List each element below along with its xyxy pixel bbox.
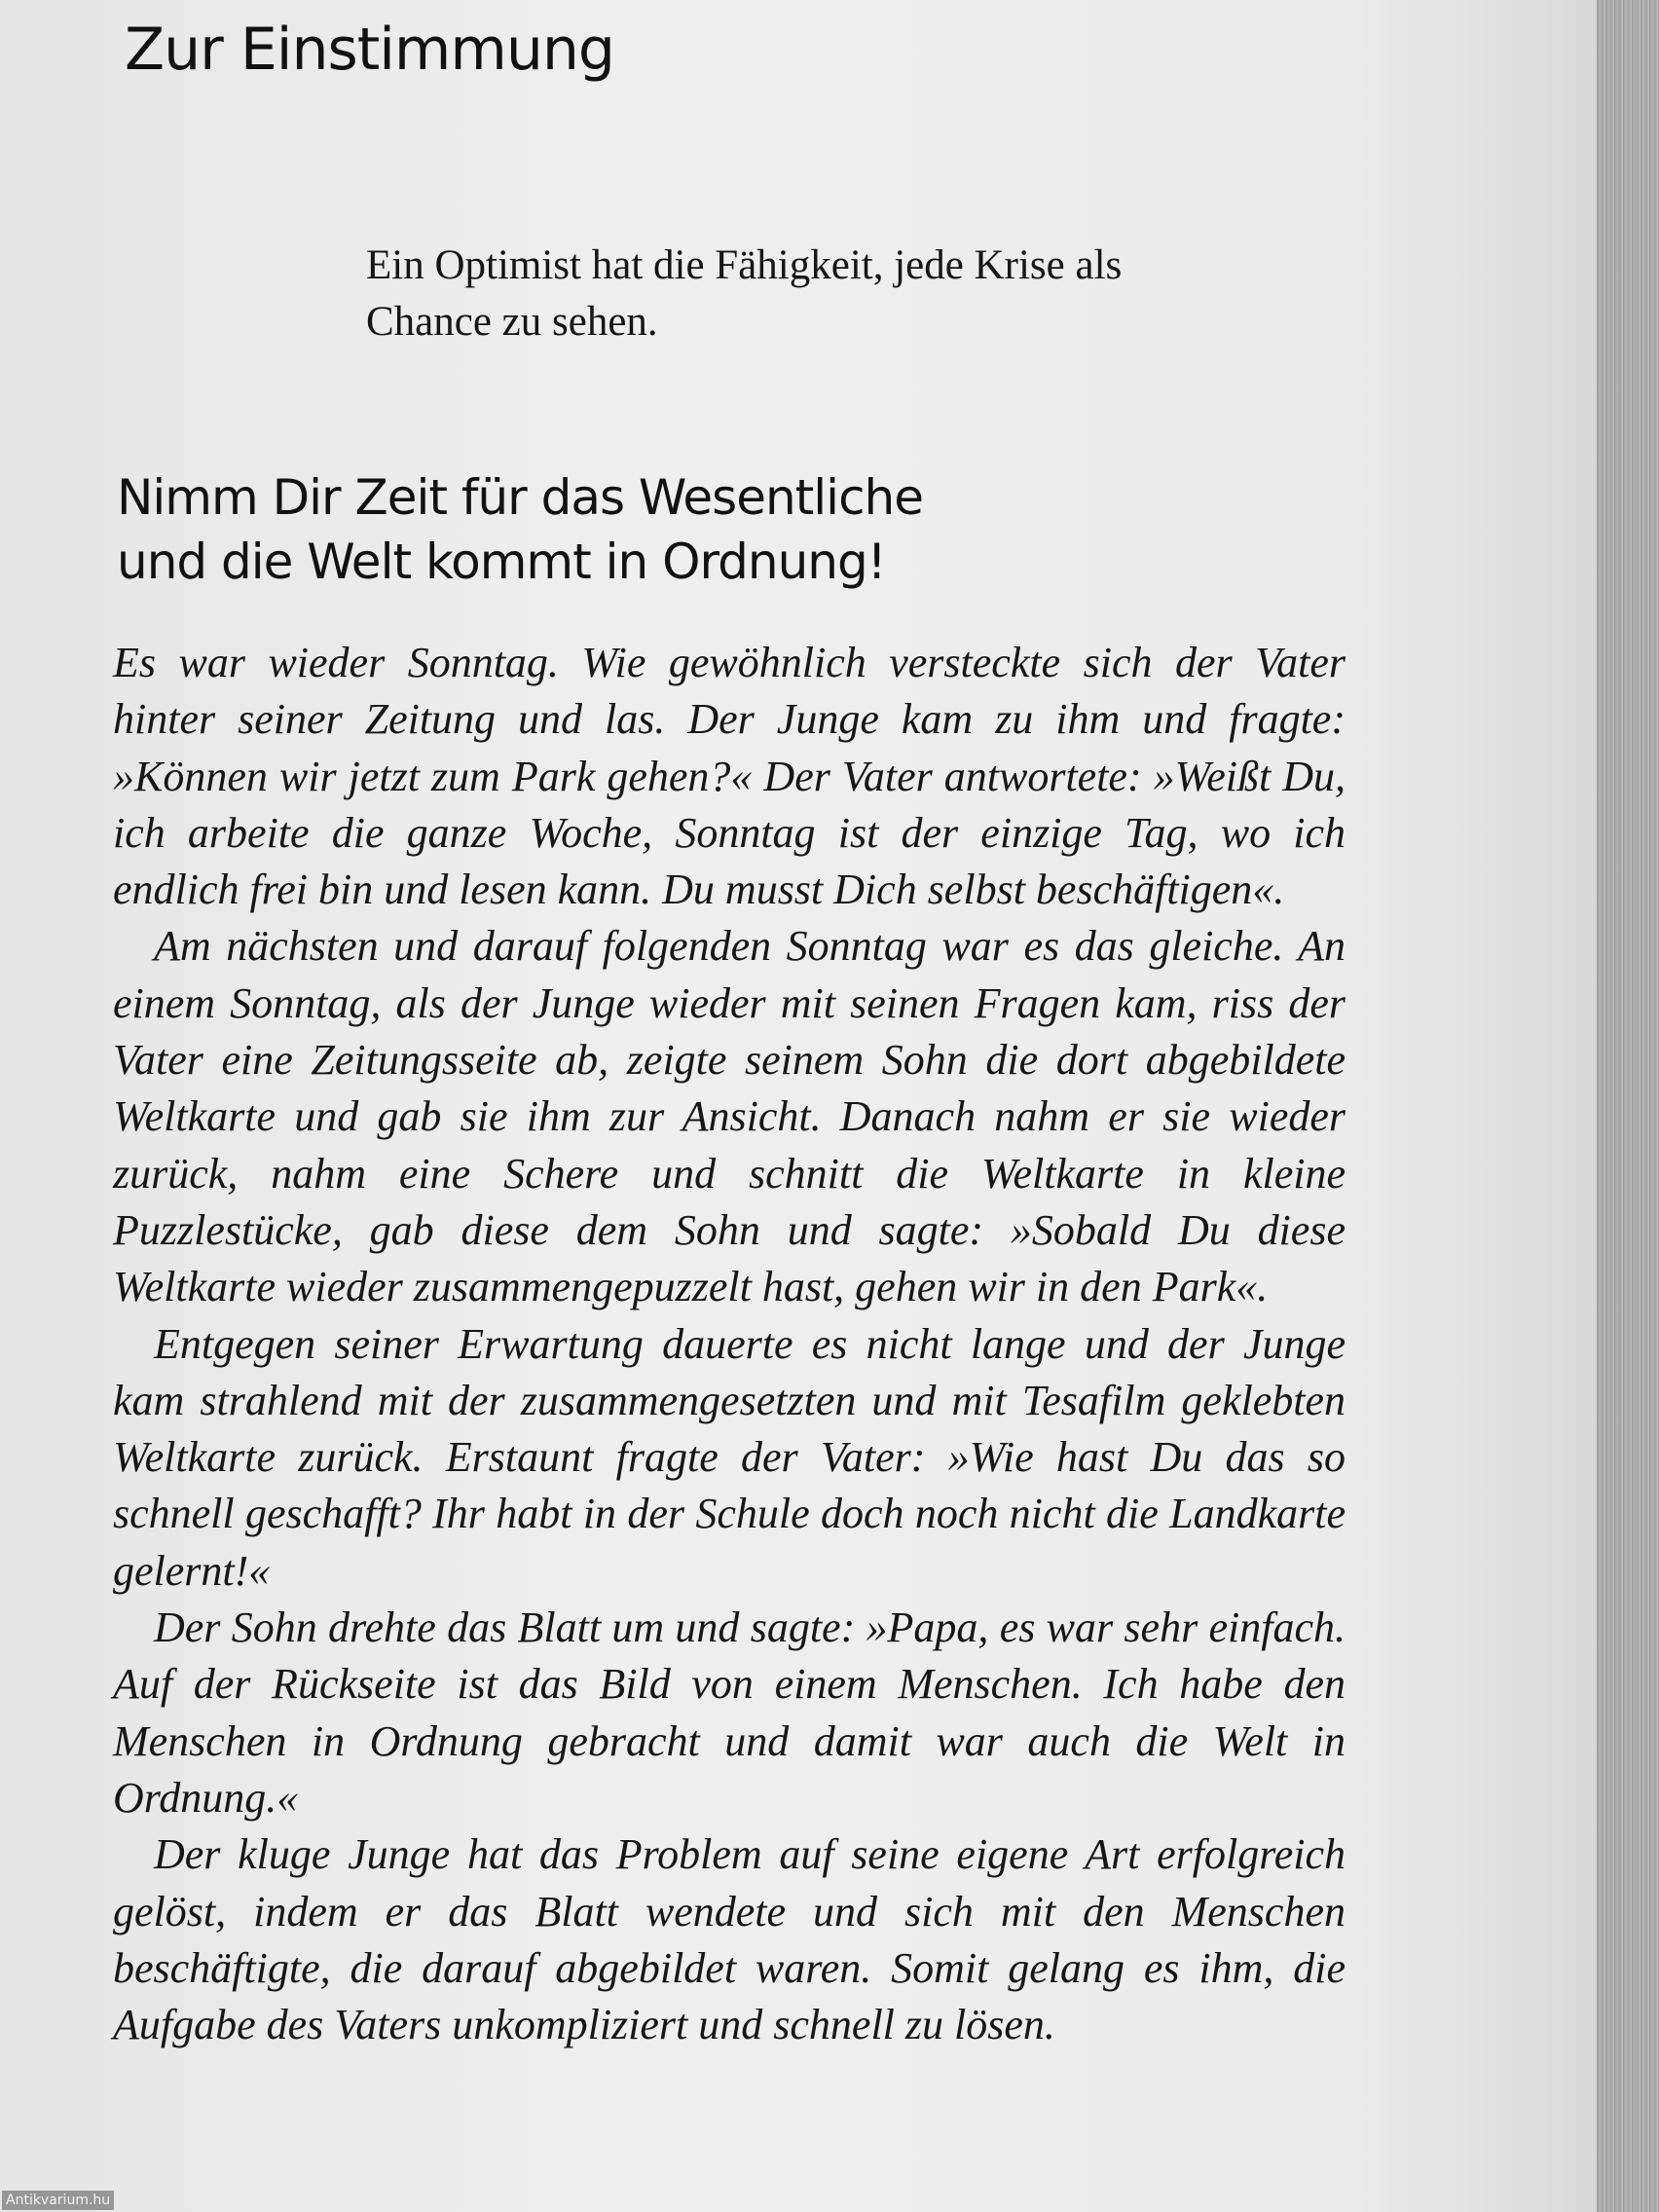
watermark: Antikvarium.hu: [2, 2191, 114, 2210]
chapter-title: Zur Einstimmung: [125, 16, 614, 84]
story-paragraph-2: Am nächsten und darauf folgenden Sonntag war es das gleiche. An einem Sonntag, als der Junge wieder mit seinen Fragen kam, riss der Vater eine Zeitungsseite ab, zeigte seinem Sohn die dort abgebildete Weltkarte und gab sie ihm zur Ansicht. Danach nahm er sie wieder zurück, nahm eine Schere und schnitt die Weltkarte in kleine Puzzlestücke, gab diese dem Sohn und sagte: »Sobald Du diese Weltkarte wieder zusammengepuzzelt hast, gehen wir in den Park«.: [113, 922, 1346, 1311]
story-text: [113, 635, 1346, 2053]
story-paragraph-5: Der kluge Junge hat das Problem auf seine eigene Art erfolgreich gelöst, indem er das Blatt wendete und sich mit den Menschen beschäftigte, die darauf abgebildet waren. Somit gelang es ihm, die Aufgabe des Vaters unkompliziert und schnell zu lösen.: [113, 1830, 1346, 2049]
section-heading-line-2: und die Welt kommt in Ordnung!: [117, 534, 886, 590]
section-heading-line-1: Nimm Dir Zeit für das Wesentliche: [117, 469, 924, 526]
story-paragraph-3: Entgegen seiner Erwartung dauerte es nicht lange und der Junge kam strahlend mit der zusammengesetzten und mit Tesafilm geklebten Weltkarte zurück. Erstaunt fragte der Vater: »Wie hast Du das so schnell geschafft? Ihr habt in der Schule doch noch nicht die Landkarte gelernt!«: [113, 1319, 1346, 1595]
section-heading: [117, 465, 1188, 594]
book-page-edge: [1597, 0, 1659, 2212]
story-paragraph-4: Der Sohn drehte das Blatt um und sagte: »Papa, es war sehr einfach. Auf der Rückseite ist das Bild von einem Menschen. Ich habe den Menschen in Ordnung gebracht und damit war auch die Welt in Ordnung.«: [113, 1604, 1346, 1822]
motto-quote: Ein Optimist hat die Fähigkeit, jede Krise als Chance zu sehen.: [366, 242, 1123, 345]
story-paragraph-1: Es war wieder Sonntag. Wie gewöhnlich versteckte sich der Vater hinter seiner Zeitung und las. Der Junge kam zu ihm und fragte: »Können wir jetzt zum Park gehen?« Der Vater antwortete: »Weißt Du, ich arbeite die ganze Woche, Sonntag ist der einzige Tag, wo ich endlich frei bin und lesen kann. Du musst Dich selbst beschäftigen«.: [113, 639, 1346, 914]
